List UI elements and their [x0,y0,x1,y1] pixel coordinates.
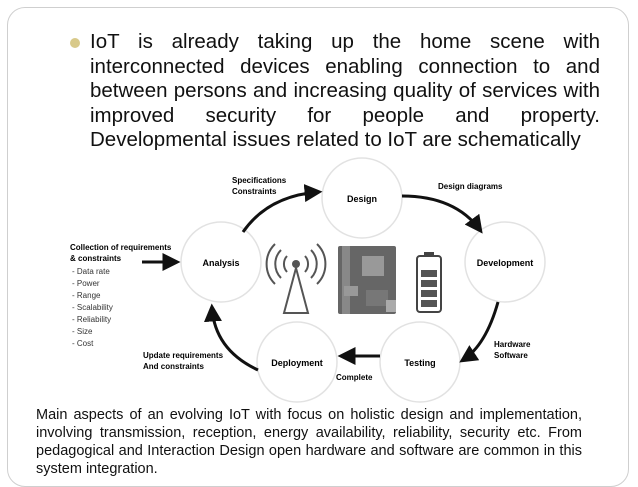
testing-label: Testing [404,358,436,368]
design-diagrams-label: Design diagrams [438,182,503,191]
hardware-label: Hardware [494,340,531,349]
deployment-label: Deployment [271,358,323,368]
development-label: Development [476,258,534,268]
software-label: Software [494,351,528,360]
specifications-label: Specifications [232,176,287,185]
requirement-item: - Data rate [72,267,110,276]
complete-label: Complete [336,373,373,382]
update-requirements-label: Update requirements [143,351,224,360]
circuit-board-icon [338,246,396,314]
design-label: Design [346,194,378,204]
battery-icon [417,252,441,312]
figure-caption: Main aspects of an evolving IoT with focus on holistic design and implementation, involving transmission, reception, energy availability, reliability, security etc. From pedagogical and Interaction Design open hardware and software are common in this system integration. [36,407,582,477]
constraints-label: Constraints [232,187,277,196]
requirement-item: - Reliability [72,315,112,324]
antenna-icon [267,244,326,313]
and-constraints-label: And constraints [143,362,204,371]
arrow-design-to-development [402,196,480,230]
requirements-heading: Collection of requirements [70,243,172,252]
requirement-item: - Cost [72,339,94,348]
requirements-heading-2: & constraints [70,254,122,263]
requirement-item: - Scalability [72,303,113,312]
arrow-analysis-to-design [243,192,318,232]
requirement-item: - Range [72,291,101,300]
requirement-item: - Size [72,327,93,336]
analysis-label: Analysis [202,258,240,268]
bullet-text: IoT is already taking up the home scene with interconnected devices enabling connection to and between persons and increasing quality of services with improved security for people and property. Developmental issues related to IoT are schematically [90,30,600,151]
arrow-deployment-to-analysis [212,308,258,370]
requirement-item: - Power [72,279,100,288]
arrow-development-to-testing [463,302,498,360]
